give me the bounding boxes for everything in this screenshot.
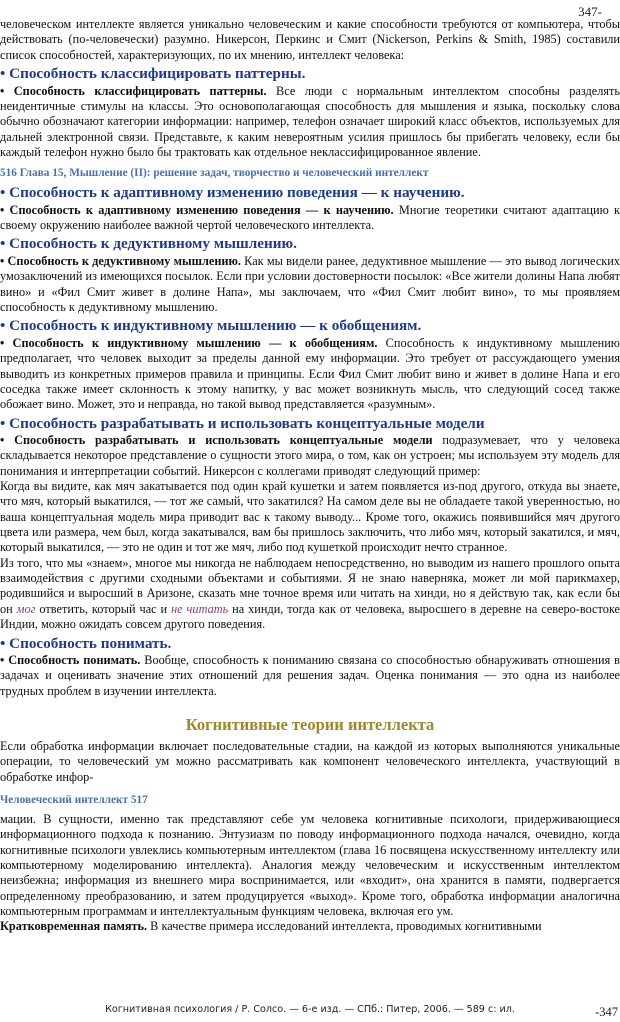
- lead-short-term-memory: Кратковременная память.: [0, 919, 148, 934]
- lead-conceptual-models: • Способность разрабатывать и использовать концептуальные модели: [0, 433, 433, 448]
- text-short-term-memory: В качестве примера исследований интеллекта, проводимых когнитивными: [147, 919, 542, 934]
- example-barber-text-b: ответить, который час и: [35, 601, 172, 616]
- heading-adaptive-change: • Способность к адаптивному изменению поведения — к научению.: [0, 184, 465, 202]
- page-number-top: 347-: [578, 4, 602, 19]
- paragraph-adaptive-change: [0, 203, 620, 234]
- section-title-cognitive-theories: Когнитивные теории интеллекта: [185, 715, 435, 735]
- text-adaptive-change: Многие теоретики считают адаптацию к своему окружению наиболее важной чертой человеческого интеллекта.: [0, 202, 620, 233]
- lead-classify-patterns: • Способность классифицировать паттерны.: [0, 83, 267, 98]
- paragraph-inductive: [0, 336, 620, 413]
- bibliographic-footer: Когнитивная психология / Р. Солсо. — 6-е изд. — СПб.: Питер, 2006. — 589 с: ил.: [105, 1004, 515, 1015]
- example-ball-paragraph: Когда вы видите, как мяч закатывается под один край кушетки и затем появляется из-под другого, откуда вы знаете, что мяч, который выкатился, — тот же самый, что закатился? На самом деле вы не обладаете такой уверенностью, но ваша концептуальная модель мира приводит вас к такому выводу... Кроме того, окажись появившийся мяч другого цвета или размера, чем был, когда закатывался, вам бы пришлось заключить, что либо мяч, который закатился, и мяч, который выкатился, — это не один и тот же мяч, либо под кушеткой происходит нечто странное.: [0, 479, 620, 555]
- page-content: [0, 17, 620, 935]
- example-barber-text-a: Из того, что мы «знаем», многое мы никогда не наблюдаем непосредственно, но выводим из нашего прошлого опыта взаимодействия с другими сходными объектами и событиями. Я не знаю наверняка, может ли мой парикмахер, родившийся и выросший в Аризоне, сказать мне точное время или читать на хинди, но я действую так, как если бы он: [0, 555, 620, 616]
- lead-deductive: • Способность к дедуктивному мышлению.: [0, 253, 241, 268]
- lead-understanding: • Способность понимать.: [0, 653, 141, 667]
- heading-inductive: • Способность к индуктивному мышлению — к обобщениям.: [0, 317, 422, 335]
- page-number-bottom: -347: [595, 1005, 618, 1019]
- text-conceptual-models: подразумевает, что у человека складывается некоторое представление о сущности этого мира, о том, как он устроен; мы используем эту модель для понимания и интерпретации событий. Никерсон с коллегами приводят следующий пример:: [0, 433, 620, 478]
- text-inductive: Способность к индуктивному мышлению предполагает, что человек выходит за пределы данной ему информации. Это требует от рассуждающего умения выводить из конкретных примеров правила и принципы. Если Фил Смит любит вино и живет в долине Напа и его соседка также имеет склонность к этому напитку, у вас может возникнуть мысль, что следующий сосед также обожает вино. Может, это и неправда, но такой вывод представляется «разумным».: [0, 335, 620, 412]
- example-barber-paragraph: [0, 556, 620, 633]
- intro-paragraph: человеческом интеллекте является уникально человеческим и какие способности требуются от компьютера, чтобы действовать (по-человечески) разумно. Никерсон, Перкинс и Смит (Nickerson, Perkins & Smith, 1985) составили список способностей, характеризующих, по их мнению, интеллект человека:: [0, 17, 620, 62]
- text-deductive: Как мы видели ранее, дедуктивное мышление — это вывод логических умозаключений из имеющихся посылок. Если при условии достоверности посылок: «Все жители долины Напа любят вино» и «Фил Смит живет в долине Напа», мы заключаем, что «Фил Смит любит вино», то мы проявляем способность к дедуктивному мышлению.: [0, 253, 620, 314]
- paragraph-deductive: [0, 254, 620, 315]
- lead-adaptive-change: • Способность к адаптивному изменению поведения — к научению.: [0, 202, 394, 217]
- emphasis-not-read: не читать: [171, 601, 229, 616]
- continuation-paragraph: мации. В сущности, именно так представляют себе ум человека когнитивные психологи, придерживающиеся информационного подхода к познанию. Энтузиазм по поводу информационного подхода начался, очевидно, когда когнитивные психологи увлеклись компьютерным интеллектом (глава 16 посвящена искусственному интеллекту или компьютерному моделированию интеллекта). Аналогия между человеческим и искусственным интеллектом неизбежна; информация из внешнего мира воспринимается, или «входит», она хранится в памяти, подвергается определенному преобразованию, и затем продуцируется «выход». Кроме того, обработка информации аналогична компьютерным программам и интеллектуальным функциям человека, включая его ум.: [0, 812, 620, 919]
- paragraph-classify-patterns: [0, 84, 620, 161]
- short-term-memory-paragraph: [0, 919, 620, 934]
- heading-conceptual-models: • Способность разрабатывать и использовать концептуальные модели: [0, 414, 485, 432]
- running-head-516: 516 Глава 15, Мышление (II): решение задач, творчество и человеческий интеллект: [0, 167, 429, 180]
- paragraph-conceptual-models: [0, 433, 620, 479]
- example-barber-text-c: на хинди, тогда как от человека, выросшего в деревне на северо-востоке Индии, можно ожидать совсем другого поведения.: [0, 601, 620, 632]
- heading-understanding: • Способность понимать.: [0, 634, 172, 652]
- lead-inductive: • Способность к индуктивному мышлению — к обобщениям.: [0, 335, 378, 350]
- paragraph-understanding: [0, 653, 620, 699]
- text-classify-patterns: Все люди с нормальным интеллектом способны разделять неидентичные стимулы на классы. Это основополагающая способность для мышления и языка, поскольку слова обычно обозначают категории информации: например, телефон означает широкий класс объектов, используемых для дальней электронной связи. Представьте, к каким невероятным усилия пришлось бы прибегать человеку, если бы каждый телефон нужно было бы трактовать как отдельное неклассифицированное явление.: [0, 83, 620, 159]
- section-paragraph: Если обработка информации включает последовательные стадии, на каждой из которых выполняются уникальные операции, то человеческий ум можно рассматривать как компонент человеческого интеллекта, участвующий в обработке инфор-: [0, 739, 620, 784]
- heading-deductive: • Способность к дедуктивному мышлению.: [0, 235, 297, 253]
- text-understanding: Вообще, способность к пониманию связана со способностью обнаруживать отношения в задачах и оценивать значение этих отношений для решения задач. Оценка понимания — это одна из наиболее трудных проблем в изучении интеллекта.: [0, 653, 620, 698]
- running-head-517: Человеческий интеллект 517: [0, 794, 148, 807]
- emphasis-could: мог: [16, 601, 36, 616]
- heading-classify-patterns: • Способность классифицировать паттерны.: [0, 65, 306, 83]
